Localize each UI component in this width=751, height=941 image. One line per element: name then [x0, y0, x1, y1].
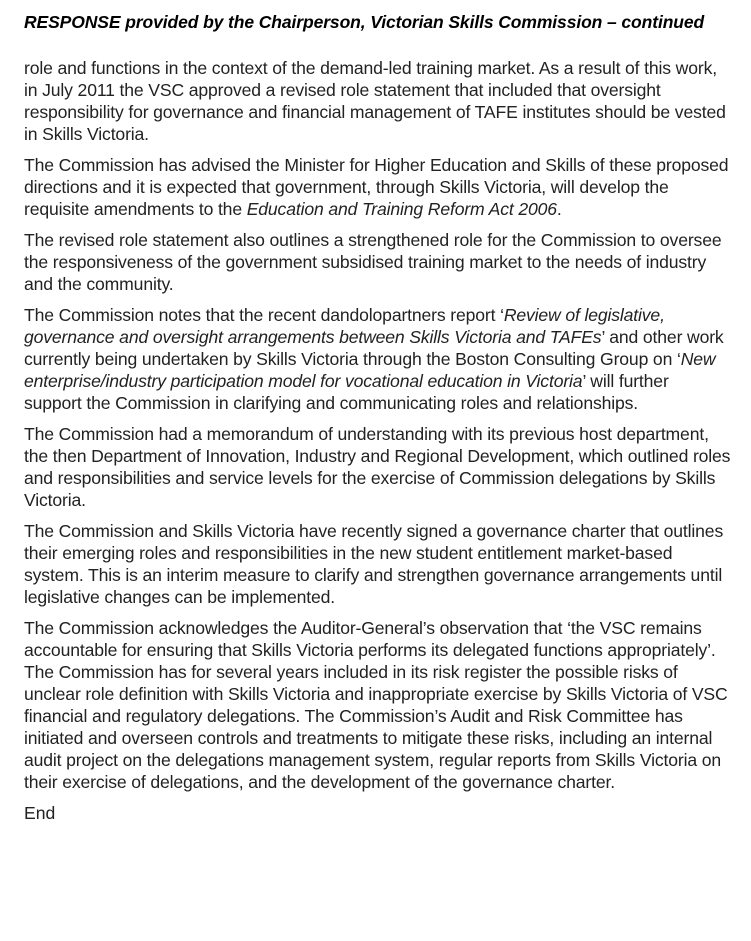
paragraph-text: ’ and other work currently being undertaken by Skills Victoria through the Boston Consulting Group on ‘: [24, 327, 724, 369]
paragraph-7: [24, 617, 731, 793]
paragraph-2: [24, 154, 731, 220]
paragraph-text: ’ will further support the Commission in clarifying and communicating roles and relationships.: [24, 371, 669, 413]
paragraph-text: The Commission had a memorandum of understanding with its previous host department, the then Department of Innovation, Industry and Regional Development, which outlined roles and responsibilities and service levels for the exercise of Commission delegations by Skills Victoria.: [24, 424, 731, 510]
paragraph-6: [24, 520, 731, 608]
italic-title-text: Education and Training Reform Act 2006: [246, 199, 557, 219]
response-heading: RESPONSE provided by the Chairperson, Victorian Skills Commission – continued: [24, 12, 705, 32]
italic-title-text: Review of legislative, governance and oversight arrangements between Skills Victoria and TAFEs: [24, 305, 665, 347]
paragraph-3: [24, 229, 731, 295]
paragraph-text: The Commission notes that the recent dandolopartners report ‘: [24, 305, 504, 325]
paragraph-1: [24, 57, 731, 145]
end-marker: End: [24, 803, 56, 823]
paragraph-text: .: [556, 199, 562, 219]
italic-title-text: New enterprise/industry participation model for vocational education in Victoria: [24, 349, 716, 391]
paragraph-text: The revised role statement also outlines a strengthened role for the Commission to oversee the responsiveness of the government subsidised training market to the needs of industry and the community.: [24, 230, 722, 294]
paragraph-text: The Commission and Skills Victoria have recently signed a governance charter that outlines their emerging roles and responsibilities in the new student entitlement market-based system. This is an interim measure to clarify and strengthen governance arrangements until legislative changes can be implemented.: [24, 521, 724, 607]
paragraph-text: The Commission has advised the Minister for Higher Education and Skills of these proposed directions and it is expected that government, through Skills Victoria, will develop the requisite amendments to the: [24, 155, 729, 219]
paragraph-text: The Commission acknowledges the Auditor-General’s observation that ‘the VSC remains accountable for ensuring that Skills Victoria performs its delegated functions appropriately’. The Commission has for several years included in its risk register the possible risks of unclear role definition with Skills Victoria and inappropriate exercise by Skills Victoria of VSC financial and regulatory delegations. The Commission’s Audit and Risk Committee has initiated and overseen controls and treatments to mitigate these risks, including an internal audit project on the delegations management system, regular reports from Skills Victoria on their exercise of delegations, and the development of the governance charter.: [24, 618, 728, 792]
paragraph-text: role and functions in the context of the demand-led training market. As a result of this work, in July 2011 the VSC approved a revised role statement that included that oversight responsibility for governance and financial management of TAFE institutes should be vested in Skills Victoria.: [24, 58, 726, 144]
paragraph-4: [24, 304, 731, 414]
paragraph-5: [24, 423, 731, 511]
